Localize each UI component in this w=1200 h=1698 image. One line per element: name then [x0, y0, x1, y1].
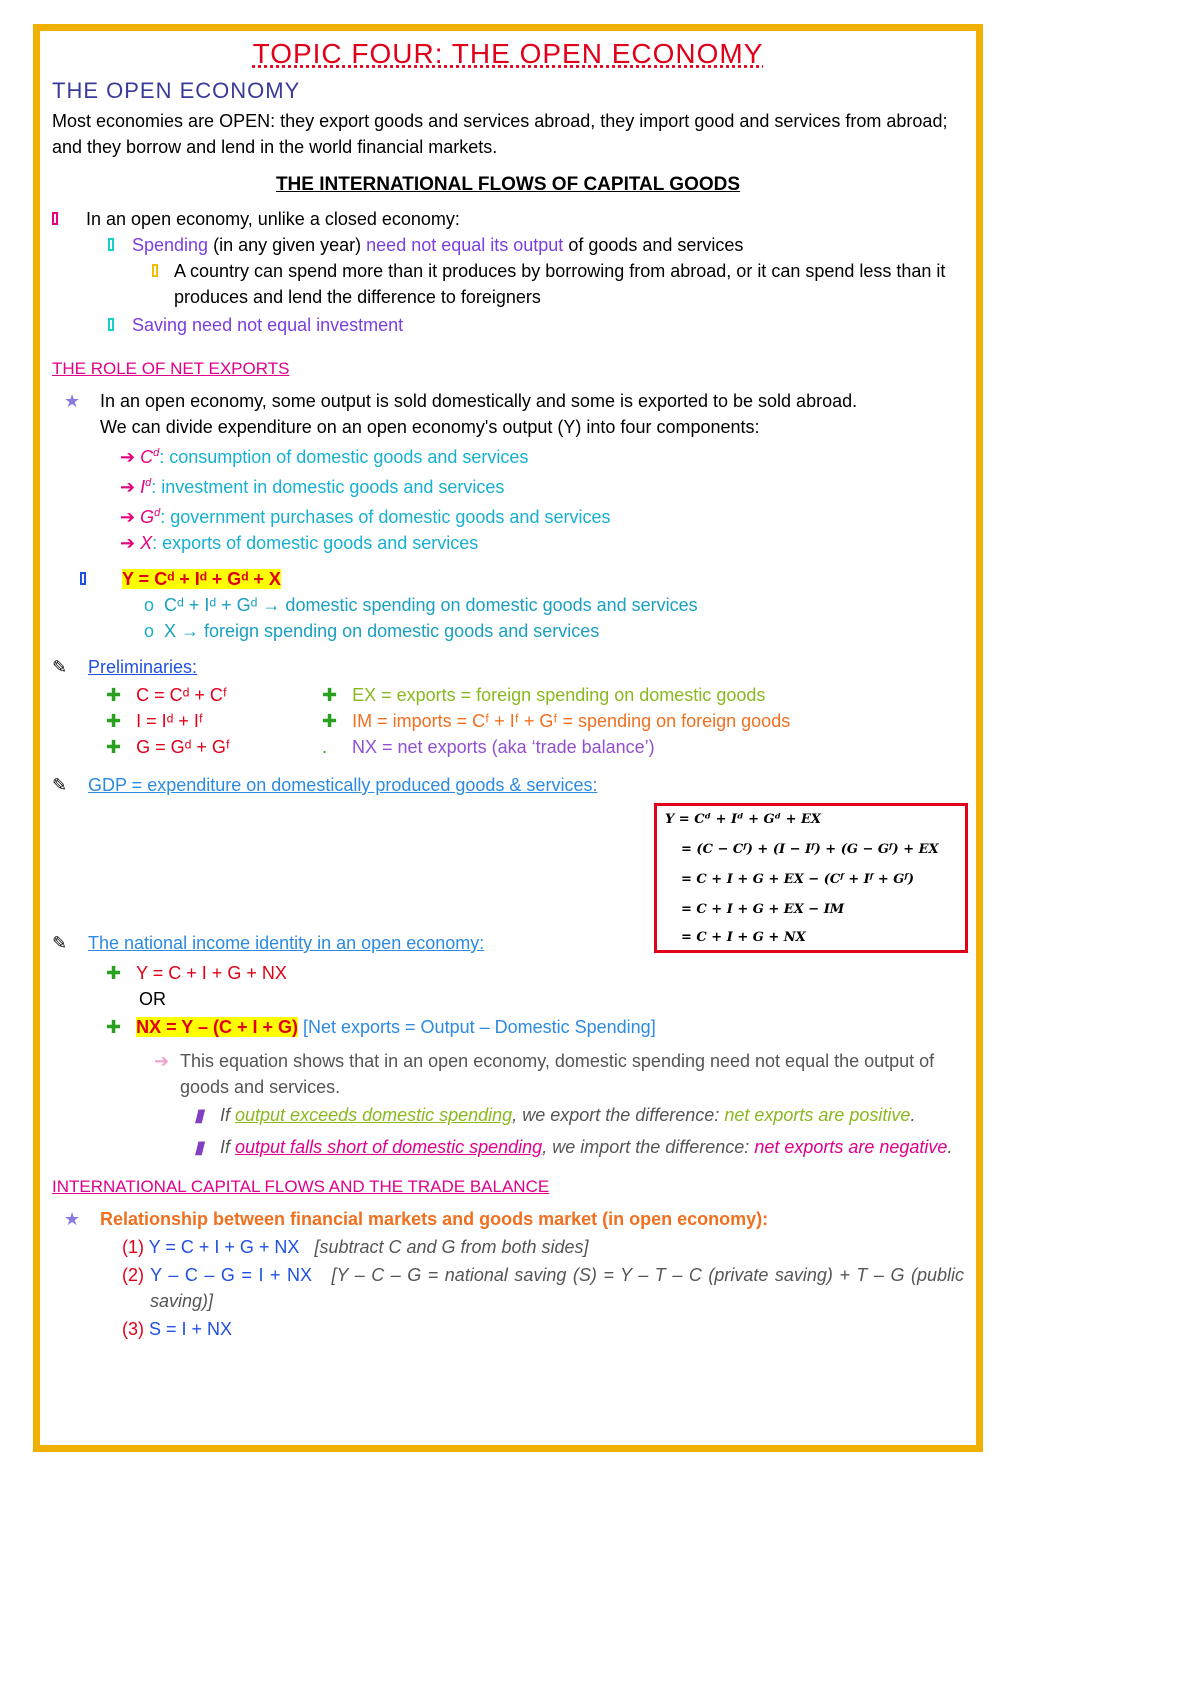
component-gd: ➔ $G^d$: government purchases of domestic goods and services — [120, 507, 611, 527]
prelim-c: ✚ C = Cᵈ + Cᶠ — [106, 685, 228, 705]
relationship-text: Relationship between financial markets and goods market (in open economy): — [100, 1209, 769, 1229]
sub-domestic: o Cᵈ + Iᵈ + Gᵈ → domestic spending on domestic goods and services — [144, 595, 698, 615]
spending-output: need not equal its output — [366, 235, 564, 255]
prelim-im: ✚ IM = imports = Cᶠ + Iᶠ + Gᶠ = spending on foreign goods — [322, 711, 791, 731]
section1-heading: THE INTERNATIONAL FLOWS OF CAPITAL GOODS — [275, 174, 741, 195]
prelim-right — [322, 682, 790, 760]
nii-heading: The national income identity in an open economy: — [88, 933, 485, 953]
hand-pointer-icon: ✎ — [52, 933, 68, 953]
preliminaries-grid — [52, 682, 964, 766]
clover-icon: ✚ — [106, 685, 137, 705]
nx-note: [Net exports = Output – Domestic Spending] — [298, 1017, 656, 1037]
clover-icon: ✚ — [322, 685, 353, 705]
bullet-saving — [52, 312, 964, 338]
pink-bullet-icon — [52, 212, 58, 225]
star-icon: ★ — [64, 391, 81, 411]
four-components: We can divide expenditure on an open economy's output (Y) into four components: — [100, 417, 760, 437]
nx-equation: NX = Y – (C + I + G) — [136, 1017, 298, 1037]
if-falls-short: ▮ If output falls short of domestic spending, we import the difference: net exports are negative. — [52, 1134, 964, 1160]
eq-line-4: = C + I + G + EX − IM — [681, 902, 845, 917]
gdp-heading: GDP = expenditure on domestically produced goods & services: — [88, 775, 598, 795]
step-2: (2) Y – C – G = I + NX [Y – C – G = national saving (S) = Y – T – C (private saving) + T – G (public saving)] — [122, 1265, 964, 1311]
eq-line-5: = C + I + G + NX — [681, 930, 806, 945]
component-id: ➔ $I^d$: investment in domestic goods and services — [120, 477, 505, 497]
eq-line-1: Y = Cᵈ + Iᵈ + Gᵈ + EX — [665, 812, 822, 827]
section2-heading: THE ROLE OF NET EXPORTS — [52, 359, 290, 378]
hand-pointer-icon: ✎ — [52, 775, 68, 795]
prelim-g: ✚ G = Gᵈ + Gᶠ — [106, 737, 231, 757]
blue-bullet-icon — [80, 572, 86, 585]
gdp-heading-row — [52, 772, 964, 798]
clover-icon: ✚ — [106, 711, 137, 731]
if-exceeds: ▮ If output exceeds domestic spending, we export the difference: net exports are positive. — [52, 1102, 964, 1128]
step-1: (1) Y = C + I + G + NX [subtract C and G from both sides] — [122, 1237, 589, 1257]
saving-text: Saving need not equal investment — [132, 315, 404, 335]
bullet-borrowing — [52, 258, 964, 310]
arrow-right-icon: ➔ — [154, 1051, 170, 1071]
arrow-right-icon: ➔ — [120, 477, 141, 497]
cyan-bullet-icon — [108, 238, 114, 251]
arrow-right-icon: ➔ — [120, 533, 141, 553]
nii-eq2 — [106, 1014, 964, 1040]
gdp-equation-box — [654, 803, 968, 953]
dot-icon: . — [322, 737, 353, 757]
arrow-right-icon: ➔ — [120, 507, 141, 527]
spending-year: (in any given year) — [208, 235, 367, 255]
relationship-row — [52, 1206, 964, 1232]
open-economy-output: In an open economy, some output is sold domestically and some is exported to be sold abroad. — [100, 391, 858, 411]
spending-label: Spending — [132, 235, 209, 255]
nii-eq1: ✚ Y = C + I + G + NX — [106, 963, 287, 983]
circle-bullet-icon: o — [144, 621, 165, 641]
steps-list — [52, 1234, 964, 1342]
star-icon: ★ — [64, 1209, 81, 1229]
borrowing-text: A country can spend more than it produces by borrowing from abroad, or it can spend less than it produces and lend the difference to foreigners — [174, 261, 946, 307]
section-subtitle: THE OPEN ECONOMY — [52, 78, 301, 103]
prelim-nx: . NX = net exports (aka ‘trade balance’) — [322, 737, 655, 757]
prelim-i: ✚ I = Iᵈ + Iᶠ — [106, 711, 204, 731]
marker-icon: ▮ — [194, 1137, 204, 1157]
prelim-ex: ✚ EX = exports = foreign spending on domestic goods — [322, 685, 766, 705]
prelim-left — [106, 682, 230, 760]
intro-paragraph: Most economies are OPEN: they export goods and services abroad, they import good and services from abroad; and they borrow and lend in the world financial markets. — [52, 111, 948, 157]
sub-foreign: o X → foreign spending on domestic goods and services — [144, 621, 600, 641]
identity-sublist — [52, 592, 964, 644]
clover-icon: ✚ — [106, 1017, 137, 1037]
net-exports-intro — [52, 388, 964, 440]
component-x: ➔ X: exports of domestic goods and services — [120, 533, 479, 553]
step-3: (3) S = I + NX — [122, 1319, 233, 1339]
eq-line-3: = C + I + G + EX − (Cᶠ + Iᶠ + Gᶠ) — [681, 872, 915, 887]
cyan-bullet-icon — [108, 318, 114, 331]
component-cd: ➔ $C^d$: consumption of domestic goods and services — [120, 447, 529, 467]
clover-icon: ✚ — [106, 963, 137, 983]
clover-icon: ✚ — [106, 737, 137, 757]
eq-line-2: = (C − Cᶠ) + (I − Iᶠ) + (G − Gᶠ) + EX — [681, 842, 939, 857]
yellow-bullet-icon — [152, 264, 158, 277]
circle-bullet-icon: o — [144, 595, 165, 615]
nii-or: OR — [139, 989, 166, 1009]
arrow-right-icon: ➔ — [120, 447, 141, 467]
marker-icon: ▮ — [194, 1105, 204, 1125]
preliminaries-heading: Preliminaries: — [88, 657, 198, 677]
page-title: TOPIC FOUR: THE OPEN ECONOMY — [252, 38, 764, 69]
spending-rest: of goods and services — [563, 235, 744, 255]
identity-row — [52, 566, 964, 592]
bullet-closed-economy — [52, 206, 964, 232]
components-list — [52, 440, 964, 556]
nii-explanation: ➔ This equation shows that in an open economy, domestic spending need not equal the output of goods and services. — [52, 1048, 964, 1100]
section3-heading: INTERNATIONAL CAPITAL FLOWS AND THE TRADE BALANCE — [52, 1177, 550, 1196]
clover-icon: ✚ — [322, 711, 353, 731]
identity-equation: Y = Cᵈ + Iᵈ + Gᵈ + X — [122, 569, 281, 589]
document-page — [52, 36, 964, 1342]
hand-pointer-icon: ✎ — [52, 657, 68, 677]
bullet-spending — [52, 232, 964, 258]
preliminaries-heading-row — [52, 654, 964, 680]
bullet-text: In an open economy, unlike a closed economy: — [86, 209, 460, 229]
nii-list — [52, 960, 964, 1040]
